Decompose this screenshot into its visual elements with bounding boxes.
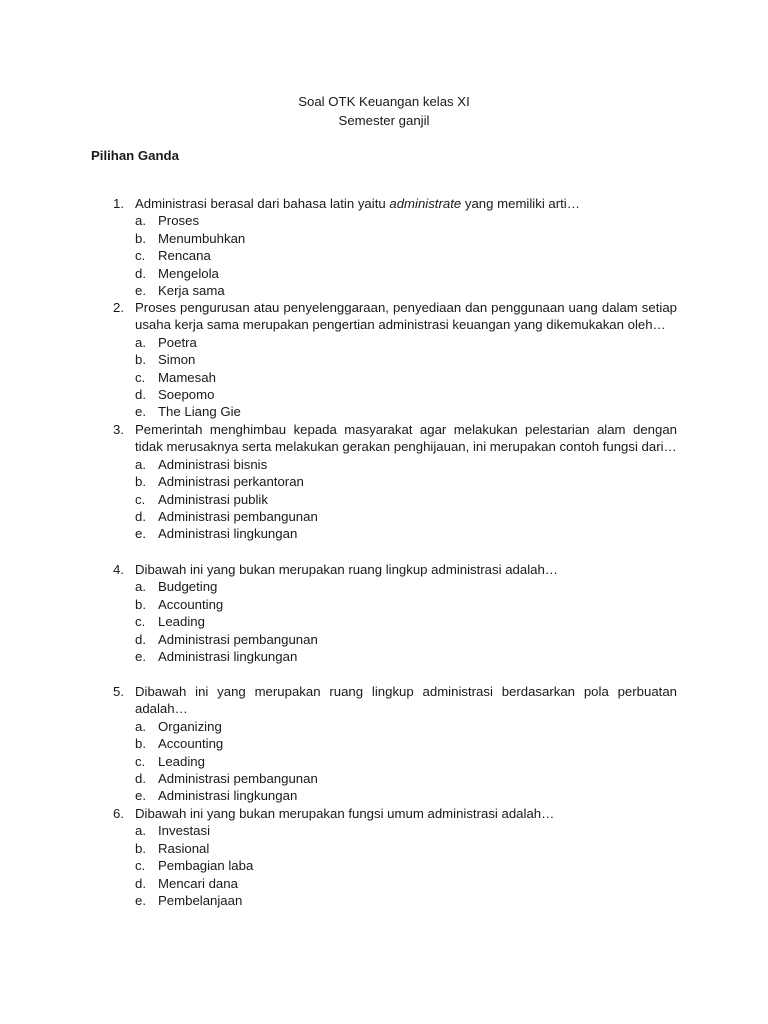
option-text: Rasional (158, 840, 210, 856)
option-letter: b. (135, 840, 146, 856)
option-text: Menumbuhkan (158, 230, 246, 246)
question-number: 3. (113, 422, 124, 437)
question-number: 4. (113, 562, 124, 577)
option-text: Pembelanjaan (158, 893, 243, 909)
option-text: Administrasi perkantoran (158, 474, 304, 490)
option-text: Proses (158, 213, 200, 229)
option-letter: c. (135, 248, 146, 264)
option-b (135, 230, 677, 247)
option-letter: d. (135, 875, 146, 891)
question-4 (113, 561, 677, 665)
option-e (135, 787, 677, 804)
option-text: Administrasi lingkungan (158, 526, 298, 542)
option-letter: b. (135, 352, 146, 368)
question-text: Pemerintah menghimbau kepada masyarakat agar melakukan pelestarian alam dengan tidak merusaknya serta melakukan gerakan penghijauan, ini merupakan contoh fungsi dari… (135, 422, 677, 455)
option-letter: b. (135, 474, 146, 490)
option-e (135, 403, 677, 420)
option-d (135, 875, 677, 892)
option-letter: e. (135, 649, 146, 665)
option-text: Investasi (158, 823, 211, 839)
option-letter: e. (135, 893, 146, 909)
question-number: 2. (113, 300, 124, 315)
option-text: Budgeting (158, 579, 218, 595)
option-d (135, 386, 677, 403)
option-letter: c. (135, 491, 146, 507)
option-letter: e. (135, 526, 146, 542)
option-c (135, 753, 677, 770)
option-letter: a. (135, 579, 146, 595)
option-text: Administrasi lingkungan (158, 649, 298, 665)
option-c (135, 247, 677, 264)
option-text: Leading (158, 614, 205, 630)
option-letter: a. (135, 823, 146, 839)
section-label: Pilihan Ganda (91, 148, 179, 163)
option-text: Pembagian laba (158, 858, 254, 874)
option-d (135, 508, 677, 525)
option-text: Simon (158, 352, 196, 368)
option-b (135, 840, 677, 857)
option-letter: a. (135, 456, 146, 472)
option-text: Mamesah (158, 369, 216, 385)
option-text: Accounting (158, 596, 224, 612)
option-b (135, 351, 677, 368)
document-title (0, 92, 768, 130)
option-a (135, 578, 677, 595)
option-text: Rencana (158, 248, 211, 264)
option-text: Administrasi pembangunan (158, 631, 318, 647)
option-b (135, 735, 677, 752)
option-letter: e. (135, 788, 146, 804)
option-c (135, 491, 677, 508)
question-text: Dibawah ini yang merupakan ruang lingkup administrasi berdasarkan pola perbuatan adalah… (135, 684, 677, 717)
question-text-italic: administrate (389, 196, 462, 211)
question-text: Dibawah ini yang bukan merupakan ruang lingkup administrasi adalah… (135, 562, 558, 577)
option-letter: b. (135, 596, 146, 612)
option-letter: b. (135, 736, 146, 752)
option-letter: e. (135, 283, 146, 299)
question-text-part: yang memiliki arti… (461, 196, 580, 211)
option-letter: d. (135, 387, 146, 403)
option-letter: d. (135, 771, 146, 787)
option-d (135, 265, 677, 282)
title-line-2: Semester ganjil (338, 113, 430, 128)
option-a (135, 212, 677, 229)
option-a (135, 822, 677, 839)
option-e (135, 525, 677, 542)
question-5 (113, 683, 677, 805)
question-1 (113, 195, 677, 299)
option-text: Poetra (158, 334, 197, 350)
option-b (135, 596, 677, 613)
option-text: Kerja sama (158, 283, 225, 299)
title-line-1: Soal OTK Keuangan kelas XI (298, 94, 470, 109)
option-c (135, 369, 677, 386)
option-a (135, 718, 677, 735)
question-3 (113, 421, 677, 543)
option-letter: c. (135, 614, 146, 630)
option-text: Administrasi bisnis (158, 456, 268, 472)
option-letter: c. (135, 858, 146, 874)
option-a (135, 334, 677, 351)
option-text: Administrasi lingkungan (158, 788, 298, 804)
option-c (135, 857, 677, 874)
question-text-part: Administrasi berasal dari bahasa latin yaitu (135, 196, 390, 211)
option-c (135, 613, 677, 630)
question-text: Dibawah ini yang bukan merupakan fungsi umum administrasi adalah… (135, 806, 555, 821)
question-2 (113, 299, 677, 421)
option-text: Mencari dana (158, 875, 238, 891)
option-text: Administrasi pembangunan (158, 509, 318, 525)
question-text: Proses pengurusan atau penyelenggaraan, penyediaan dan penggunaan uang dalam setiap usaha kerja sama merupakan pengertian administrasi keuangan yang dikemukakan oleh… (135, 300, 677, 333)
option-text: Mengelola (158, 265, 219, 281)
option-text: Administrasi pembangunan (158, 771, 318, 787)
question-number: 1. (113, 196, 124, 211)
option-text: Soepomo (158, 387, 215, 403)
option-letter: d. (135, 265, 146, 281)
question-text (135, 195, 677, 212)
option-text: Accounting (158, 736, 224, 752)
option-e (135, 648, 677, 665)
option-letter: c. (135, 369, 146, 385)
option-letter: c. (135, 753, 146, 769)
question-6 (113, 805, 677, 909)
option-letter: a. (135, 334, 146, 350)
option-letter: a. (135, 718, 146, 734)
option-letter: d. (135, 509, 146, 525)
option-b (135, 473, 677, 490)
option-text: Organizing (158, 718, 222, 734)
option-letter: b. (135, 230, 146, 246)
option-letter: e. (135, 404, 146, 420)
question-number: 5. (113, 684, 124, 699)
option-text: Administrasi publik (158, 491, 268, 507)
option-e (135, 892, 677, 909)
option-letter: a. (135, 213, 146, 229)
option-text: The Liang Gie (158, 404, 241, 420)
option-letter: d. (135, 631, 146, 647)
question-number: 6. (113, 806, 124, 821)
option-d (135, 631, 677, 648)
option-e (135, 282, 677, 299)
option-a (135, 456, 677, 473)
option-d (135, 770, 677, 787)
option-text: Leading (158, 753, 205, 769)
